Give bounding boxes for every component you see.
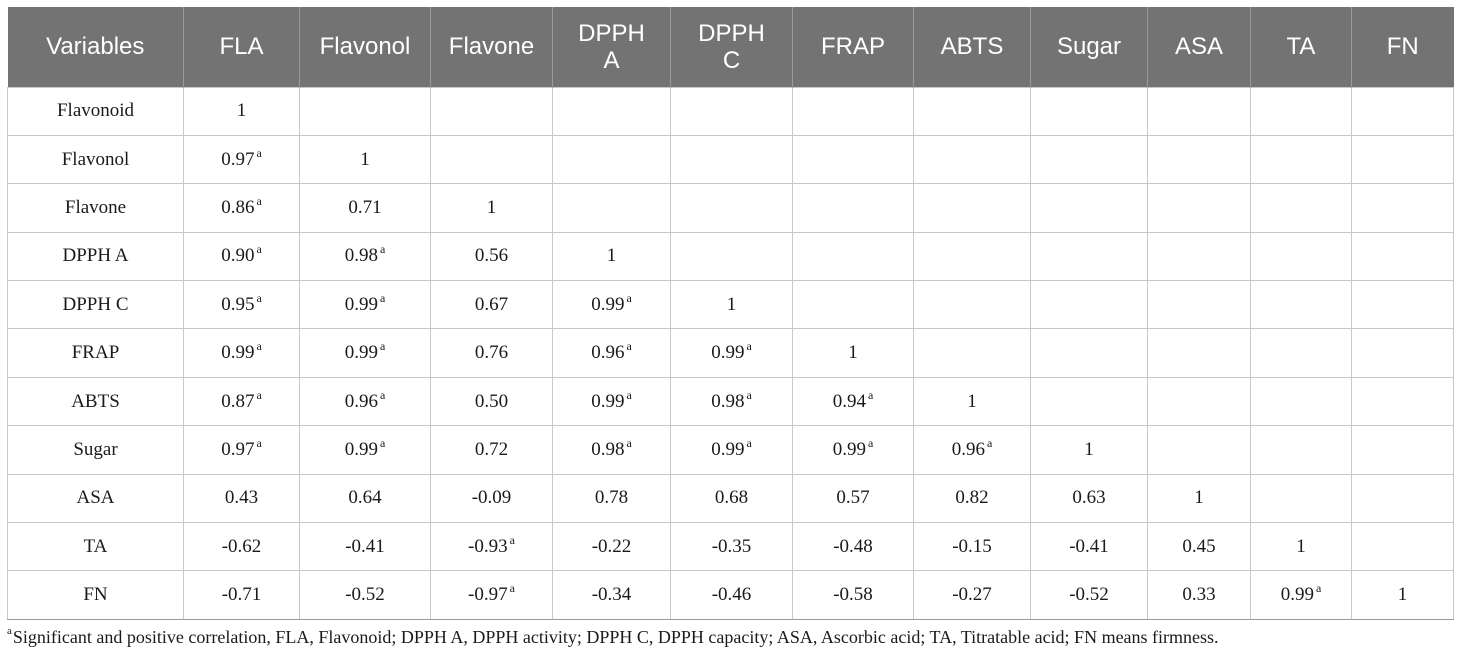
table-row bbox=[8, 232, 1454, 280]
column-header-text: TA bbox=[1286, 33, 1316, 61]
correlation-value: -0.48 bbox=[833, 535, 873, 557]
column-header bbox=[1031, 7, 1148, 87]
correlation-value: 0.50 bbox=[474, 390, 509, 412]
table-row bbox=[8, 281, 1454, 329]
correlation-cell bbox=[184, 329, 300, 377]
correlation-cell bbox=[184, 523, 300, 571]
table-row bbox=[8, 377, 1454, 425]
significance-marker: a bbox=[746, 339, 752, 354]
correlation-cell bbox=[1148, 426, 1251, 474]
correlation-cell bbox=[431, 571, 553, 619]
correlation-cell bbox=[553, 377, 671, 425]
correlation-value: 1 bbox=[1296, 535, 1306, 557]
correlation-cell bbox=[914, 329, 1031, 377]
correlation-table-container bbox=[7, 7, 1453, 620]
column-header-text: Flavonol bbox=[319, 33, 411, 61]
correlation-cell bbox=[914, 377, 1031, 425]
correlation-cell bbox=[1031, 474, 1148, 522]
significance-marker: a bbox=[626, 387, 632, 402]
significance-marker: a bbox=[509, 581, 515, 596]
correlation-cell bbox=[914, 232, 1031, 280]
significance-marker: a bbox=[256, 193, 262, 208]
significance-marker: a bbox=[509, 532, 515, 547]
correlation-cell bbox=[1031, 281, 1148, 329]
correlation-cell bbox=[671, 232, 793, 280]
correlation-cell bbox=[300, 377, 431, 425]
correlation-value: 0.82 bbox=[955, 487, 989, 509]
correlation-cell bbox=[793, 184, 914, 232]
column-header-text: DPPH bbox=[698, 19, 765, 47]
column-header-text: FRAP bbox=[820, 33, 885, 61]
correlation-table bbox=[7, 7, 1454, 620]
correlation-value: 0.72 bbox=[474, 438, 509, 460]
correlation-value: 0.96 bbox=[344, 390, 378, 412]
correlation-value: 0.76 bbox=[474, 342, 509, 364]
significance-marker: a bbox=[379, 339, 386, 354]
correlation-cell bbox=[671, 184, 793, 232]
correlation-cell bbox=[553, 474, 671, 522]
correlation-cell bbox=[793, 571, 914, 619]
correlation-value: -0.71 bbox=[221, 584, 262, 606]
correlation-cell bbox=[1148, 474, 1251, 522]
correlation-value: 0.45 bbox=[1182, 535, 1216, 557]
correlation-value: 0.71 bbox=[348, 196, 382, 218]
correlation-cell bbox=[553, 184, 671, 232]
significance-marker: a bbox=[256, 290, 262, 305]
significance-marker: a bbox=[379, 290, 386, 305]
correlation-value: 0.94 bbox=[832, 390, 866, 412]
correlation-value: 0.99 bbox=[711, 342, 745, 364]
correlation-cell bbox=[553, 135, 671, 183]
correlation-cell bbox=[793, 232, 914, 280]
correlation-value: 0.97 bbox=[221, 148, 255, 170]
correlation-value: -0.22 bbox=[591, 535, 632, 557]
column-header-text: Variables bbox=[46, 33, 145, 61]
column-header-text: A bbox=[603, 46, 620, 74]
correlation-cell bbox=[431, 135, 553, 183]
correlation-value: 1 bbox=[360, 148, 370, 170]
correlation-cell bbox=[1251, 329, 1352, 377]
correlation-cell bbox=[914, 281, 1031, 329]
correlation-cell bbox=[1251, 184, 1352, 232]
correlation-cell bbox=[553, 281, 671, 329]
correlation-value: 0.57 bbox=[836, 487, 870, 509]
correlation-value: 0.87 bbox=[221, 390, 255, 412]
column-header bbox=[431, 7, 553, 87]
correlation-value: 0.96 bbox=[951, 438, 985, 460]
correlation-cell bbox=[1251, 523, 1352, 571]
correlation-value: -0.27 bbox=[952, 584, 992, 606]
correlation-value: -0.09 bbox=[471, 487, 512, 509]
correlation-cell bbox=[184, 426, 300, 474]
correlation-value: 0.43 bbox=[224, 487, 259, 509]
correlation-cell bbox=[1251, 135, 1352, 183]
correlation-cell bbox=[671, 377, 793, 425]
correlation-value: -0.35 bbox=[711, 535, 752, 557]
correlation-cell bbox=[1352, 426, 1454, 474]
correlation-cell bbox=[914, 184, 1031, 232]
correlation-cell bbox=[1148, 87, 1251, 135]
correlation-cell bbox=[1148, 135, 1251, 183]
correlation-cell bbox=[300, 184, 431, 232]
correlation-value: 0.99 bbox=[221, 342, 255, 364]
significance-marker: a bbox=[256, 145, 262, 160]
correlation-cell bbox=[671, 474, 793, 522]
significance-marker: a bbox=[626, 339, 632, 354]
correlation-cell bbox=[553, 426, 671, 474]
row-label: FRAP bbox=[8, 329, 184, 377]
row-label: FN bbox=[8, 571, 184, 619]
table-row bbox=[8, 87, 1454, 135]
correlation-cell bbox=[184, 281, 300, 329]
correlation-cell bbox=[553, 87, 671, 135]
correlation-value: 1 bbox=[1397, 584, 1408, 606]
correlation-cell bbox=[1352, 87, 1454, 135]
correlation-value: 1 bbox=[236, 100, 247, 122]
correlation-cell bbox=[1031, 135, 1148, 183]
correlation-cell bbox=[184, 571, 300, 619]
correlation-cell bbox=[1031, 232, 1148, 280]
correlation-cell bbox=[431, 377, 553, 425]
significance-marker: a bbox=[256, 339, 262, 354]
column-header bbox=[8, 7, 184, 87]
significance-marker: a bbox=[986, 435, 993, 450]
correlation-cell bbox=[1148, 232, 1251, 280]
correlation-cell bbox=[1251, 377, 1352, 425]
significance-marker: a bbox=[379, 387, 386, 402]
correlation-cell bbox=[300, 329, 431, 377]
correlation-cell bbox=[1031, 571, 1148, 619]
correlation-cell bbox=[553, 523, 671, 571]
correlation-value: 0.56 bbox=[474, 245, 509, 267]
column-header bbox=[1352, 7, 1454, 87]
correlation-cell bbox=[431, 87, 553, 135]
correlation-cell bbox=[793, 377, 914, 425]
correlation-value: 0.99 bbox=[711, 438, 745, 460]
correlation-cell bbox=[300, 232, 431, 280]
correlation-cell bbox=[1251, 571, 1352, 619]
correlation-value: -0.41 bbox=[1069, 535, 1109, 557]
correlation-value: -0.52 bbox=[345, 584, 385, 606]
correlation-cell bbox=[793, 474, 914, 522]
correlation-cell bbox=[553, 571, 671, 619]
column-header bbox=[671, 7, 793, 87]
correlation-cell bbox=[1031, 329, 1148, 377]
column-header bbox=[184, 7, 300, 87]
correlation-cell bbox=[1148, 571, 1251, 619]
correlation-cell bbox=[184, 232, 300, 280]
correlation-value: 1 bbox=[726, 293, 737, 315]
correlation-cell bbox=[1352, 474, 1454, 522]
correlation-value: 0.63 bbox=[1072, 487, 1106, 509]
correlation-cell bbox=[914, 87, 1031, 135]
correlation-cell bbox=[671, 281, 793, 329]
column-header-text: FN bbox=[1386, 33, 1419, 61]
correlation-cell bbox=[300, 571, 431, 619]
correlation-value: -0.15 bbox=[952, 535, 992, 557]
correlation-value: -0.97 bbox=[468, 584, 508, 606]
table-row bbox=[8, 135, 1454, 183]
correlation-cell bbox=[1352, 329, 1454, 377]
column-header bbox=[914, 7, 1031, 87]
correlation-value: 0.90 bbox=[221, 245, 255, 267]
correlation-cell bbox=[431, 426, 553, 474]
correlation-value: 0.98 bbox=[344, 245, 378, 267]
correlation-cell bbox=[553, 232, 671, 280]
table-footnote bbox=[7, 627, 1219, 648]
column-header bbox=[1251, 7, 1352, 87]
correlation-cell bbox=[1031, 523, 1148, 571]
table-row bbox=[8, 329, 1454, 377]
significance-marker: a bbox=[626, 290, 632, 305]
correlation-cell bbox=[1352, 281, 1454, 329]
correlation-value: 0.67 bbox=[474, 293, 509, 315]
column-header bbox=[300, 7, 431, 87]
correlation-value: -0.62 bbox=[221, 535, 262, 557]
column-header-text: DPPH bbox=[578, 19, 645, 47]
correlation-cell bbox=[1148, 329, 1251, 377]
correlation-value: -0.93 bbox=[468, 535, 508, 557]
row-label: Flavonoid bbox=[8, 87, 184, 135]
correlation-value: 0.64 bbox=[348, 487, 382, 509]
correlation-value: 0.98 bbox=[591, 438, 625, 460]
correlation-cell bbox=[1352, 232, 1454, 280]
correlation-cell bbox=[1251, 87, 1352, 135]
correlation-cell bbox=[793, 281, 914, 329]
correlation-cell bbox=[1352, 184, 1454, 232]
row-label: ASA bbox=[8, 474, 184, 522]
column-header-text: FLA bbox=[219, 33, 264, 61]
correlation-value: 1 bbox=[1084, 438, 1094, 460]
correlation-value: 0.99 bbox=[832, 438, 866, 460]
correlation-cell bbox=[1251, 232, 1352, 280]
table-header-row bbox=[8, 7, 1454, 87]
correlation-cell bbox=[793, 523, 914, 571]
correlation-cell bbox=[671, 571, 793, 619]
correlation-value: 1 bbox=[967, 390, 977, 412]
correlation-cell bbox=[793, 329, 914, 377]
correlation-cell bbox=[184, 474, 300, 522]
significance-marker: a bbox=[626, 435, 632, 450]
correlation-cell bbox=[914, 523, 1031, 571]
significance-marker: a bbox=[256, 435, 262, 450]
significance-marker: a bbox=[867, 435, 874, 450]
correlation-value: 0.99 bbox=[344, 342, 378, 364]
correlation-value: 0.99 bbox=[591, 293, 625, 315]
column-header-text: Sugar bbox=[1056, 33, 1122, 61]
correlation-value: -0.58 bbox=[833, 584, 873, 606]
significance-marker: a bbox=[379, 435, 386, 450]
correlation-value: -0.41 bbox=[345, 535, 385, 557]
correlation-value: 0.96 bbox=[591, 342, 625, 364]
correlation-cell bbox=[1148, 377, 1251, 425]
column-header-text: ABTS bbox=[940, 33, 1004, 61]
column-header bbox=[1148, 7, 1251, 87]
correlation-cell bbox=[671, 135, 793, 183]
significance-marker: a bbox=[746, 435, 752, 450]
correlation-value: 0.99 bbox=[344, 438, 378, 460]
correlation-cell bbox=[300, 474, 431, 522]
correlation-cell bbox=[914, 474, 1031, 522]
correlation-value: -0.52 bbox=[1069, 584, 1109, 606]
correlation-cell bbox=[1148, 184, 1251, 232]
correlation-cell bbox=[300, 426, 431, 474]
correlation-cell bbox=[300, 523, 431, 571]
correlation-value: -0.34 bbox=[591, 584, 632, 606]
row-label: Flavone bbox=[8, 184, 184, 232]
correlation-cell bbox=[1251, 474, 1352, 522]
correlation-cell bbox=[184, 135, 300, 183]
correlation-cell bbox=[1352, 135, 1454, 183]
correlation-value: 0.33 bbox=[1182, 584, 1216, 606]
correlation-cell bbox=[431, 523, 553, 571]
correlation-value: -0.46 bbox=[711, 584, 752, 606]
correlation-cell bbox=[671, 329, 793, 377]
correlation-value: 1 bbox=[1194, 487, 1204, 509]
correlation-cell bbox=[671, 87, 793, 135]
correlation-cell bbox=[914, 426, 1031, 474]
correlation-value: 0.98 bbox=[711, 390, 745, 412]
correlation-cell bbox=[1031, 377, 1148, 425]
correlation-cell bbox=[300, 87, 431, 135]
row-label: ABTS bbox=[8, 377, 184, 425]
correlation-value: 0.99 bbox=[591, 390, 625, 412]
correlation-cell bbox=[1352, 571, 1454, 619]
table-row bbox=[8, 474, 1454, 522]
table-row bbox=[8, 184, 1454, 232]
row-label: Sugar bbox=[8, 426, 184, 474]
column-header-text: C bbox=[722, 46, 741, 74]
significance-marker: a bbox=[256, 387, 262, 402]
correlation-cell bbox=[671, 426, 793, 474]
correlation-cell bbox=[1251, 281, 1352, 329]
significance-marker: a bbox=[867, 387, 874, 402]
row-label: DPPH C bbox=[8, 281, 184, 329]
correlation-cell bbox=[300, 281, 431, 329]
correlation-cell bbox=[300, 135, 431, 183]
significance-marker: a bbox=[379, 242, 386, 257]
correlation-cell bbox=[793, 135, 914, 183]
row-label: Flavonol bbox=[8, 135, 184, 183]
correlation-cell bbox=[914, 571, 1031, 619]
table-row bbox=[8, 426, 1454, 474]
significance-marker: a bbox=[746, 387, 752, 402]
correlation-cell bbox=[671, 523, 793, 571]
table-row bbox=[8, 571, 1454, 619]
correlation-cell bbox=[1031, 184, 1148, 232]
correlation-value: 0.97 bbox=[221, 438, 255, 460]
significance-marker: a bbox=[1315, 581, 1322, 596]
correlation-value: 0.86 bbox=[221, 196, 255, 218]
correlation-cell bbox=[184, 377, 300, 425]
correlation-cell bbox=[1148, 281, 1251, 329]
column-header-text: ASA bbox=[1174, 33, 1224, 61]
footnote-marker: a bbox=[7, 625, 12, 637]
correlation-value: 1 bbox=[606, 245, 617, 267]
correlation-cell bbox=[184, 87, 300, 135]
row-label: TA bbox=[8, 523, 184, 571]
correlation-value: 0.78 bbox=[594, 487, 629, 509]
correlation-cell bbox=[553, 329, 671, 377]
correlation-cell bbox=[431, 281, 553, 329]
correlation-cell bbox=[1251, 426, 1352, 474]
correlation-cell bbox=[431, 329, 553, 377]
significance-marker: a bbox=[256, 242, 262, 257]
correlation-cell bbox=[184, 184, 300, 232]
column-header bbox=[553, 7, 671, 87]
table-body bbox=[8, 87, 1454, 619]
correlation-cell bbox=[1148, 523, 1251, 571]
correlation-value: 1 bbox=[486, 196, 497, 218]
correlation-value: 0.95 bbox=[221, 293, 255, 315]
correlation-value: 1 bbox=[848, 342, 858, 364]
correlation-cell bbox=[431, 474, 553, 522]
correlation-cell bbox=[914, 135, 1031, 183]
correlation-cell bbox=[793, 87, 914, 135]
correlation-value: 0.99 bbox=[1280, 584, 1314, 606]
row-label: DPPH A bbox=[8, 232, 184, 280]
correlation-cell bbox=[1031, 87, 1148, 135]
correlation-cell bbox=[431, 184, 553, 232]
correlation-cell bbox=[1352, 523, 1454, 571]
footnote-text: Significant and positive correlation, FLA, Flavonoid; DPPH A, DPPH activity; DPPH C, DPPH capacity; ASA, Ascorbic acid; TA, Titratable acid; FN means firmness. bbox=[12, 627, 1219, 647]
column-header-text: Flavone bbox=[448, 33, 535, 61]
correlation-value: 0.99 bbox=[344, 293, 378, 315]
correlation-cell bbox=[1352, 377, 1454, 425]
correlation-cell bbox=[431, 232, 553, 280]
correlation-cell bbox=[1031, 426, 1148, 474]
column-header bbox=[793, 7, 914, 87]
correlation-value: 0.68 bbox=[714, 487, 749, 509]
correlation-cell bbox=[793, 426, 914, 474]
table-row bbox=[8, 523, 1454, 571]
